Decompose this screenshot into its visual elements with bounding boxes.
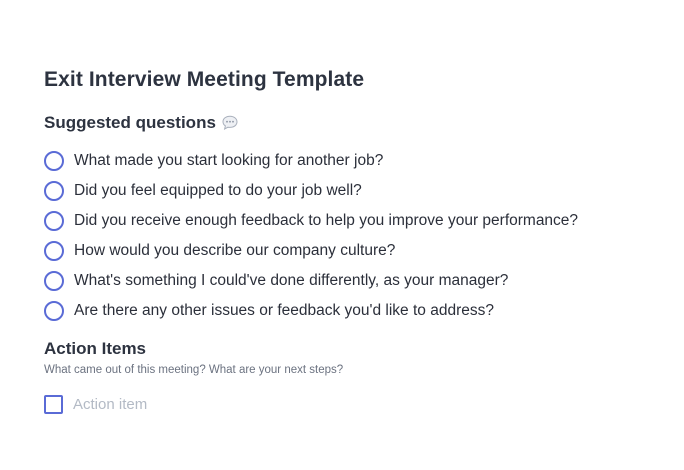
question-radio[interactable] [44,181,64,201]
question-radio[interactable] [44,301,64,321]
question-radio[interactable] [44,271,64,291]
action-item-row [44,393,664,415]
question-label: Did you feel equipped to do your job well? [74,182,362,199]
page-title: Exit Interview Meeting Template [44,68,365,91]
action-item-input[interactable] [73,394,473,414]
action-items-title: Action Items [44,339,147,358]
action-items-subtitle: What came out of this meeting? What are your next steps? [44,364,344,376]
question-radio[interactable] [44,151,64,171]
speech-bubble-icon [221,114,239,132]
question-label: Are there any other issues or feedback you'd like to address? [74,302,494,319]
question-label: What's something I could've done differently, as your manager? [74,272,509,289]
meeting-template [44,66,664,415]
question-radio[interactable] [44,241,64,261]
questions-section-header [44,112,664,134]
question-item[interactable] [44,296,664,326]
question-item[interactable] [44,146,664,176]
question-item[interactable] [44,266,664,296]
question-list [44,146,664,326]
question-item[interactable] [44,176,664,206]
questions-section-title: Suggested questions [44,113,216,132]
action-item-checkbox[interactable] [44,395,63,414]
question-label: What made you start looking for another job? [74,152,384,169]
question-label: Did you receive enough feedback to help you improve your performance? [74,212,579,229]
question-item[interactable] [44,236,664,266]
question-item[interactable] [44,206,664,236]
question-radio[interactable] [44,211,64,231]
question-label: How would you describe our company culture? [74,242,396,259]
